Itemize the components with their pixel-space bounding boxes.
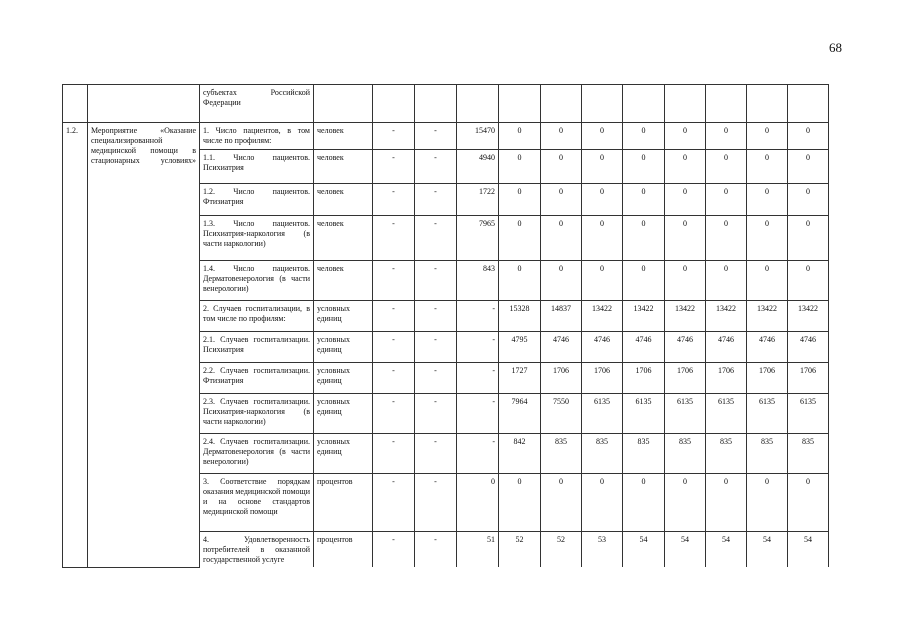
year-value: 0 (706, 150, 747, 184)
year-value: 0 (499, 184, 541, 216)
year-value: 6135 (747, 394, 788, 434)
table-row (63, 85, 829, 123)
unit-cell: человек (314, 150, 373, 184)
empty-cell (665, 85, 706, 123)
indicator-name: 1.2. Число пациентов. Фтизиатрия (200, 184, 314, 216)
year-value: 0 (747, 261, 788, 301)
base-value-3: 1722 (457, 184, 499, 216)
year-value: 0 (499, 261, 541, 301)
year-value: 13422 (582, 301, 623, 332)
year-value: 0 (665, 261, 706, 301)
base-value-1: - (373, 532, 415, 568)
year-value: 54 (706, 532, 747, 568)
indicator-name: 1.3. Число пациентов. Психиатрия-наркология (в части наркологии) (200, 216, 314, 261)
year-value: 13422 (706, 301, 747, 332)
year-value: 1706 (623, 363, 665, 394)
year-value: 1706 (665, 363, 706, 394)
year-value: 52 (499, 532, 541, 568)
year-value: 0 (788, 184, 829, 216)
unit-cell: человек (314, 261, 373, 301)
base-value-1: - (373, 123, 415, 150)
year-value: 4795 (499, 332, 541, 363)
base-value-3: 51 (457, 532, 499, 568)
base-value-2: - (415, 532, 457, 568)
base-value-3: - (457, 363, 499, 394)
empty-cell (623, 85, 665, 123)
year-value: 1706 (582, 363, 623, 394)
base-value-2: - (415, 434, 457, 474)
measure-name: Мероприятие «Оказание специализированной медицинской помощи в стационарных условиях» (88, 123, 200, 568)
year-value: 0 (582, 150, 623, 184)
base-value-1: - (373, 474, 415, 532)
year-value: 0 (747, 184, 788, 216)
indicator-name: 3. Соответствие порядкам оказания медицинской помощи и на основе стандартов медицинской помощи (200, 474, 314, 532)
year-value: 0 (499, 474, 541, 532)
year-value: 0 (499, 216, 541, 261)
indicator-name: 2. Случаев госпитализации, в том числе по профилям: (200, 301, 314, 332)
base-value-1: - (373, 184, 415, 216)
year-value: 0 (788, 150, 829, 184)
unit-cell: условных единиц (314, 301, 373, 332)
year-value: 1706 (541, 363, 582, 394)
year-value: 0 (582, 474, 623, 532)
year-value: 0 (623, 474, 665, 532)
base-value-3: - (457, 434, 499, 474)
unit-cell: человек (314, 123, 373, 150)
year-value: 6135 (788, 394, 829, 434)
base-value-1: - (373, 394, 415, 434)
year-value: 4746 (623, 332, 665, 363)
year-value: 835 (582, 434, 623, 474)
measure-number: 1.2. (63, 123, 88, 568)
base-value-2: - (415, 363, 457, 394)
year-value: 0 (788, 216, 829, 261)
year-value: 0 (499, 150, 541, 184)
year-value: 6135 (706, 394, 747, 434)
year-value: 0 (788, 474, 829, 532)
year-value: 0 (623, 216, 665, 261)
unit-cell: человек (314, 216, 373, 261)
unit-cell: условных единиц (314, 332, 373, 363)
empty-cell (314, 85, 373, 123)
year-value: 1727 (499, 363, 541, 394)
unit-cell: процентов (314, 532, 373, 568)
indicator-name: 4. Удовлетворенность потребителей в оказанной государственной услуге (200, 532, 314, 568)
base-value-2: - (415, 123, 457, 150)
year-value: 0 (747, 474, 788, 532)
base-value-3: - (457, 332, 499, 363)
year-value: 52 (541, 532, 582, 568)
indicator-name: 1.4. Число пациентов. Дерматовенерология (в части венерологии) (200, 261, 314, 301)
year-value: 0 (541, 184, 582, 216)
year-value: 0 (623, 184, 665, 216)
indicator-name: 2.3. Случаев госпитализации. Психиатрия-наркология (в части наркологии) (200, 394, 314, 434)
year-value: 0 (499, 123, 541, 150)
year-value: 1706 (747, 363, 788, 394)
year-value: 0 (747, 123, 788, 150)
base-value-1: - (373, 332, 415, 363)
year-value: 6135 (623, 394, 665, 434)
base-value-3: 7965 (457, 216, 499, 261)
year-value: 1706 (788, 363, 829, 394)
year-value: 0 (541, 216, 582, 261)
year-value: 13422 (747, 301, 788, 332)
year-value: 1706 (706, 363, 747, 394)
table-row (63, 123, 829, 150)
indicator-name: 2.4. Случаев госпитализации. Дерматовенерология (в части венерологии) (200, 434, 314, 474)
year-value: 7964 (499, 394, 541, 434)
year-value: 54 (788, 532, 829, 568)
year-value: 4746 (706, 332, 747, 363)
year-value: 835 (541, 434, 582, 474)
measure-name-cell (88, 85, 200, 123)
indicator-name: 2.1. Случаев госпитализации. Психиатрия (200, 332, 314, 363)
year-value: 842 (499, 434, 541, 474)
year-value: 14837 (541, 301, 582, 332)
year-value: 13422 (788, 301, 829, 332)
base-value-2: - (415, 184, 457, 216)
year-value: 0 (706, 184, 747, 216)
year-value: 0 (788, 123, 829, 150)
base-value-3: 0 (457, 474, 499, 532)
indicator-cell: субъектах Российской Федерации (200, 85, 314, 123)
empty-cell (582, 85, 623, 123)
year-value: 0 (541, 150, 582, 184)
year-value: 4746 (665, 332, 706, 363)
base-value-2: - (415, 332, 457, 363)
year-value: 0 (665, 123, 706, 150)
year-value: 0 (623, 150, 665, 184)
year-value: 0 (582, 123, 623, 150)
unit-cell: человек (314, 184, 373, 216)
year-value: 7550 (541, 394, 582, 434)
year-value: 0 (582, 184, 623, 216)
year-value: 0 (747, 150, 788, 184)
base-value-2: - (415, 474, 457, 532)
year-value: 54 (665, 532, 706, 568)
year-value: 0 (788, 261, 829, 301)
base-value-1: - (373, 216, 415, 261)
year-value: 835 (747, 434, 788, 474)
year-value: 835 (788, 434, 829, 474)
empty-cell (499, 85, 541, 123)
year-value: 0 (706, 123, 747, 150)
year-value: 0 (706, 261, 747, 301)
year-value: 0 (747, 216, 788, 261)
base-value-2: - (415, 261, 457, 301)
base-value-2: - (415, 216, 457, 261)
empty-cell (747, 85, 788, 123)
unit-cell: условных единиц (314, 434, 373, 474)
base-value-3: 4940 (457, 150, 499, 184)
year-value: 0 (541, 474, 582, 532)
indicator-name: 1.1. Число пациентов. Психиатрия (200, 150, 314, 184)
year-value: 0 (665, 474, 706, 532)
year-value: 0 (541, 123, 582, 150)
year-value: 0 (582, 261, 623, 301)
year-value: 6135 (665, 394, 706, 434)
year-value: 0 (665, 216, 706, 261)
unit-cell: условных единиц (314, 394, 373, 434)
year-value: 0 (665, 184, 706, 216)
year-value: 54 (623, 532, 665, 568)
year-value: 54 (747, 532, 788, 568)
base-value-2: - (415, 301, 457, 332)
year-value: 835 (665, 434, 706, 474)
year-value: 0 (623, 261, 665, 301)
indicator-name: 2.2. Случаев госпитализации. Фтизиатрия (200, 363, 314, 394)
year-value: 0 (706, 474, 747, 532)
indicators-table (62, 84, 829, 568)
year-value: 15328 (499, 301, 541, 332)
base-value-1: - (373, 363, 415, 394)
base-value-1: - (373, 301, 415, 332)
year-value: 0 (541, 261, 582, 301)
empty-cell (457, 85, 499, 123)
base-value-3: - (457, 301, 499, 332)
empty-cell (706, 85, 747, 123)
empty-cell (788, 85, 829, 123)
empty-cell (541, 85, 582, 123)
indicator-name: 1. Число пациентов, в том числе по профилям: (200, 123, 314, 150)
year-value: 13422 (623, 301, 665, 332)
base-value-1: - (373, 150, 415, 184)
base-value-3: - (457, 394, 499, 434)
unit-cell: условных единиц (314, 363, 373, 394)
unit-cell: процентов (314, 474, 373, 532)
year-value: 0 (706, 216, 747, 261)
year-value: 6135 (582, 394, 623, 434)
base-value-3: 843 (457, 261, 499, 301)
base-value-3: 15470 (457, 123, 499, 150)
base-value-2: - (415, 150, 457, 184)
year-value: 13422 (665, 301, 706, 332)
year-value: 835 (623, 434, 665, 474)
year-value: 0 (665, 150, 706, 184)
empty-cell (415, 85, 457, 123)
year-value: 0 (623, 123, 665, 150)
measure-number-cell (63, 85, 88, 123)
base-value-1: - (373, 434, 415, 474)
year-value: 4746 (541, 332, 582, 363)
year-value: 53 (582, 532, 623, 568)
base-value-2: - (415, 394, 457, 434)
base-value-1: - (373, 261, 415, 301)
page-number: 68 (829, 40, 842, 55)
year-value: 0 (582, 216, 623, 261)
year-value: 4746 (788, 332, 829, 363)
year-value: 4746 (747, 332, 788, 363)
year-value: 4746 (582, 332, 623, 363)
year-value: 835 (706, 434, 747, 474)
empty-cell (373, 85, 415, 123)
